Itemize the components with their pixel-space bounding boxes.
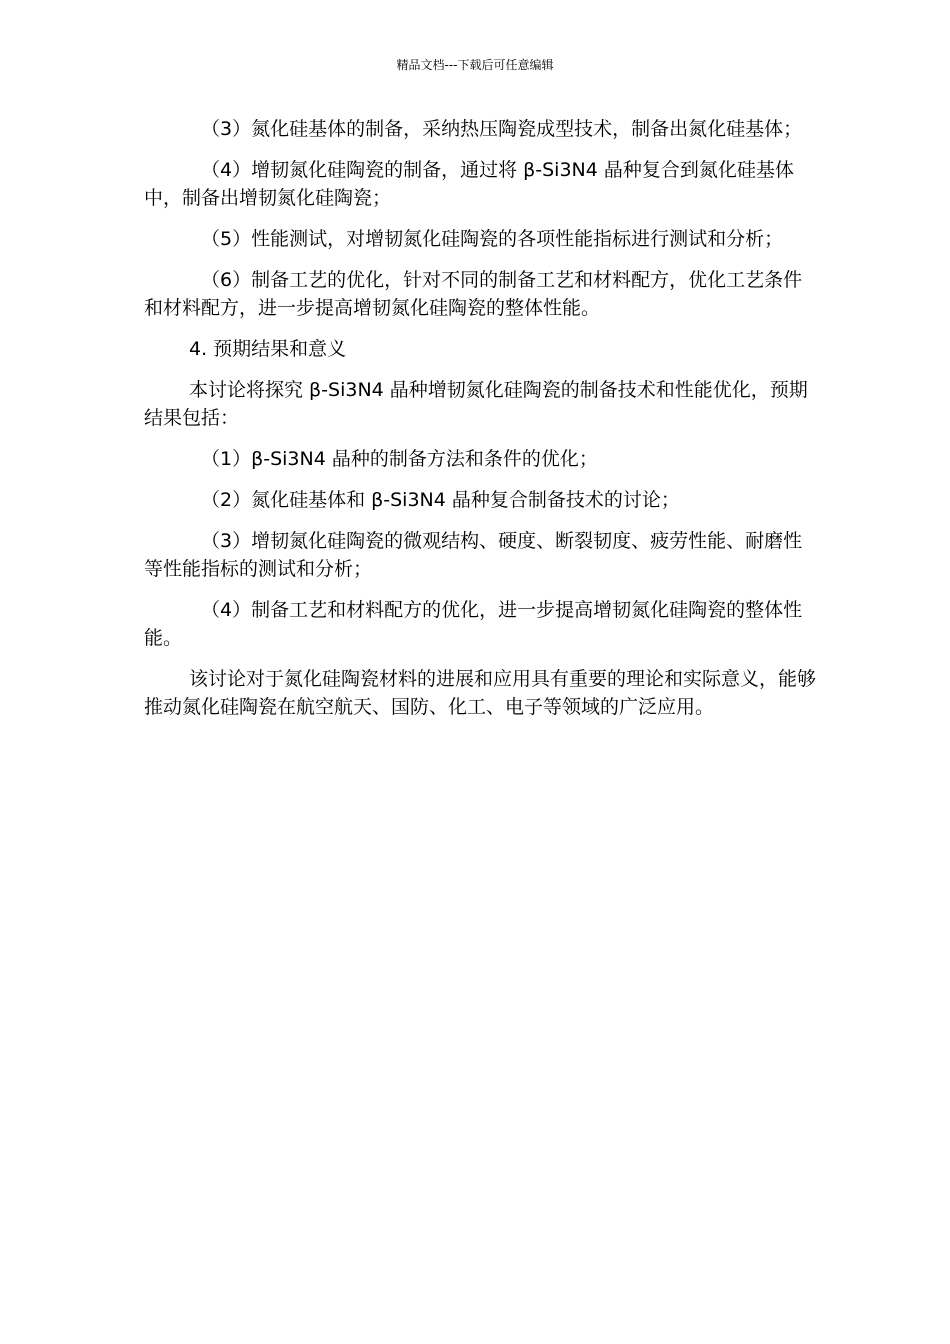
page-header: 精品文档---下载后可任意编辑	[396, 58, 554, 72]
paragraph-intro: 本讨论将探究 β-Si3N4 晶种增韧氮化硅陶瓷的制备技术和性能优化，预期结果包括：	[144, 379, 808, 429]
paragraph-result-3: （3）增韧氮化硅陶瓷的微观结构、硬度、断裂韧度、疲劳性能、耐磨性等性能指标的测试和分析；	[144, 530, 803, 580]
paragraph-item-5-testing: （5）性能测试，对增韧氮化硅陶瓷的各项性能指标进行测试和分析；	[201, 228, 784, 250]
paragraph-item-4-composite: （4）增韧氮化硅陶瓷的制备，通过将 β-Si3N4 晶种复合到氮化硅基体中，制备出增韧氮化硅陶瓷；	[144, 159, 794, 209]
paragraph-result-2: （2）氮化硅基体和 β-Si3N4 晶种复合制备技术的讨论；	[201, 489, 680, 511]
document-body	[144, 115, 816, 734]
paragraph-result-1: （1）β-Si3N4 晶种的制备方法和条件的优化；	[201, 448, 598, 470]
paragraph-result-4: （4）制备工艺和材料配方的优化，进一步提高增韧氮化硅陶瓷的整体性能。	[144, 599, 803, 649]
paragraph-item-6-optimization: （6）制备工艺的优化，针对不同的制备工艺和材料配方，优化工艺条件和材料配方，进一步提高增韧氮化硅陶瓷的整体性能。	[144, 269, 803, 319]
paragraph-significance: 该讨论对于氮化硅陶瓷材料的进展和应用具有重要的理论和实际意义，能够推动氮化硅陶瓷在航空航天、国防、化工、电子等领域的广泛应用。	[144, 668, 817, 718]
paragraph-item-3-matrix: （3）氮化硅基体的制备，采纳热压陶瓷成型技术，制备出氮化硅基体；	[201, 118, 803, 140]
section-heading: 4. 预期结果和意义	[189, 338, 347, 360]
